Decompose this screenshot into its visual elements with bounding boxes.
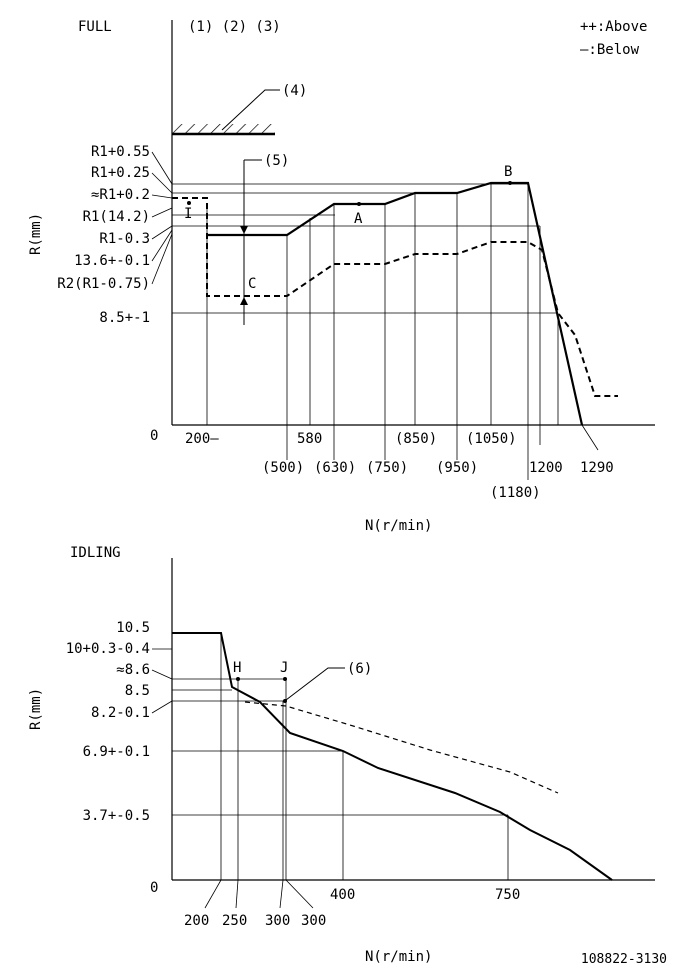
y-leader-r1-025 (152, 173, 172, 193)
idle-x-leader-200 (205, 880, 221, 908)
callout-6-leader (286, 668, 345, 700)
idle-y-label-10: 10+0.3-0.4 (65, 641, 150, 657)
idle-x-leader-300b (286, 880, 313, 908)
point-i-label: I (184, 206, 193, 222)
y-leader-r1 (152, 208, 172, 217)
x-label-1050: (1050) (466, 431, 517, 447)
idle-y-label-8-2: 8.2-0.1 (90, 705, 150, 721)
legend-above: ++:Above (580, 19, 648, 35)
idle-x-leader-300a (280, 880, 283, 908)
y-label-r1-025: R1+0.25 (90, 165, 150, 181)
callout-6-label: (6) (347, 661, 373, 677)
full-x-axis-title: N(r/min) (365, 518, 433, 534)
point-i-marker (187, 201, 191, 205)
x-label-1180: (1180) (490, 485, 541, 501)
x-label-200: 200— (185, 431, 219, 447)
point-j-label: J (280, 660, 289, 676)
y-leader-13-6 (152, 230, 172, 261)
point-h-label: H (233, 660, 242, 676)
y-label-r1-03: R1-0.3 (99, 231, 150, 247)
x-label-750: (750) (366, 460, 409, 476)
idle-x-label-300b: 300 (301, 913, 327, 929)
idle-x-label-300a: 300 (265, 913, 291, 929)
x-label-950: (950) (436, 460, 479, 476)
arrow-down (240, 226, 248, 234)
y-label-r1: R1(14.2) (82, 209, 150, 225)
y-label-8-5: 8.5+-1 (99, 310, 150, 326)
y-leader-r1-02 (152, 195, 172, 198)
idling-origin-label: 0 (150, 880, 159, 896)
idle-y-leader-8-6 (152, 670, 172, 679)
y-leader-r1-055 (152, 152, 172, 184)
idle-y-label-8-6: ≈8.6 (116, 662, 150, 678)
x-label-1290: 1290 (580, 460, 614, 476)
idle-y-label-3-7: 3.7+-0.5 (82, 808, 150, 824)
point-j-marker (283, 677, 287, 681)
idling-title: IDLING (70, 545, 121, 561)
idle-y-label-8-5: 8.5 (124, 683, 150, 699)
x-label-580: 580 (297, 431, 323, 447)
y-label-r1-02: ≈R1+0.2 (90, 187, 150, 203)
full-panel (28, 19, 655, 534)
y-leader-r1-03 (152, 226, 172, 239)
document-id: 108822-3130 (580, 952, 667, 967)
idle-x-label-750: 750 (495, 887, 521, 903)
idle-y-leader-8-2 (152, 701, 172, 713)
idle-x-label-250: 250 (222, 913, 248, 929)
point-h-marker (236, 677, 240, 681)
callout-4-label: (4) (282, 83, 308, 99)
idling-x-axis-title: N(r/min) (365, 949, 433, 965)
idling-y-axis-title: R(mm) (28, 687, 44, 730)
x-label-850: (850) (395, 431, 438, 447)
y-label-r2: R2(R1-0.75) (57, 276, 150, 292)
idle-x-label-200: 200 (184, 913, 210, 929)
idle-y-label-10-5: 10.5 (116, 620, 150, 636)
full-y-axis-title: R(mm) (28, 212, 44, 255)
point-a-label: A (354, 211, 363, 227)
condition-numbers: (1) (2) (3) (188, 19, 281, 35)
idle-x-leader-250 (236, 880, 238, 908)
point-b-label: B (504, 164, 513, 180)
point-a-marker (357, 202, 361, 206)
y-leader-r2 (152, 234, 172, 284)
full-title: FULL (78, 19, 112, 35)
legend-below: —:Below (580, 42, 640, 58)
vline-1290-leader (582, 425, 598, 450)
full-below-curve (207, 183, 582, 425)
idling-panel (28, 545, 655, 965)
point-c-label: C (248, 276, 257, 292)
idling-above-curve (245, 702, 558, 793)
y-label-r1-055: R1+0.55 (90, 144, 150, 160)
idle-x-label-400: 400 (330, 887, 356, 903)
idle-y-label-6-9: 6.9+-0.1 (82, 744, 150, 760)
full-origin-label: 0 (150, 428, 159, 444)
y-label-13-6: 13.6+-0.1 (74, 253, 150, 269)
x-label-500: (500) (262, 460, 305, 476)
callout-5-label: (5) (264, 153, 290, 169)
x-label-630: (630) (314, 460, 357, 476)
x-label-1200: 1200 (529, 460, 563, 476)
arrow-up (240, 297, 248, 305)
full-above-curve (172, 198, 618, 396)
point-b-marker (508, 181, 512, 185)
